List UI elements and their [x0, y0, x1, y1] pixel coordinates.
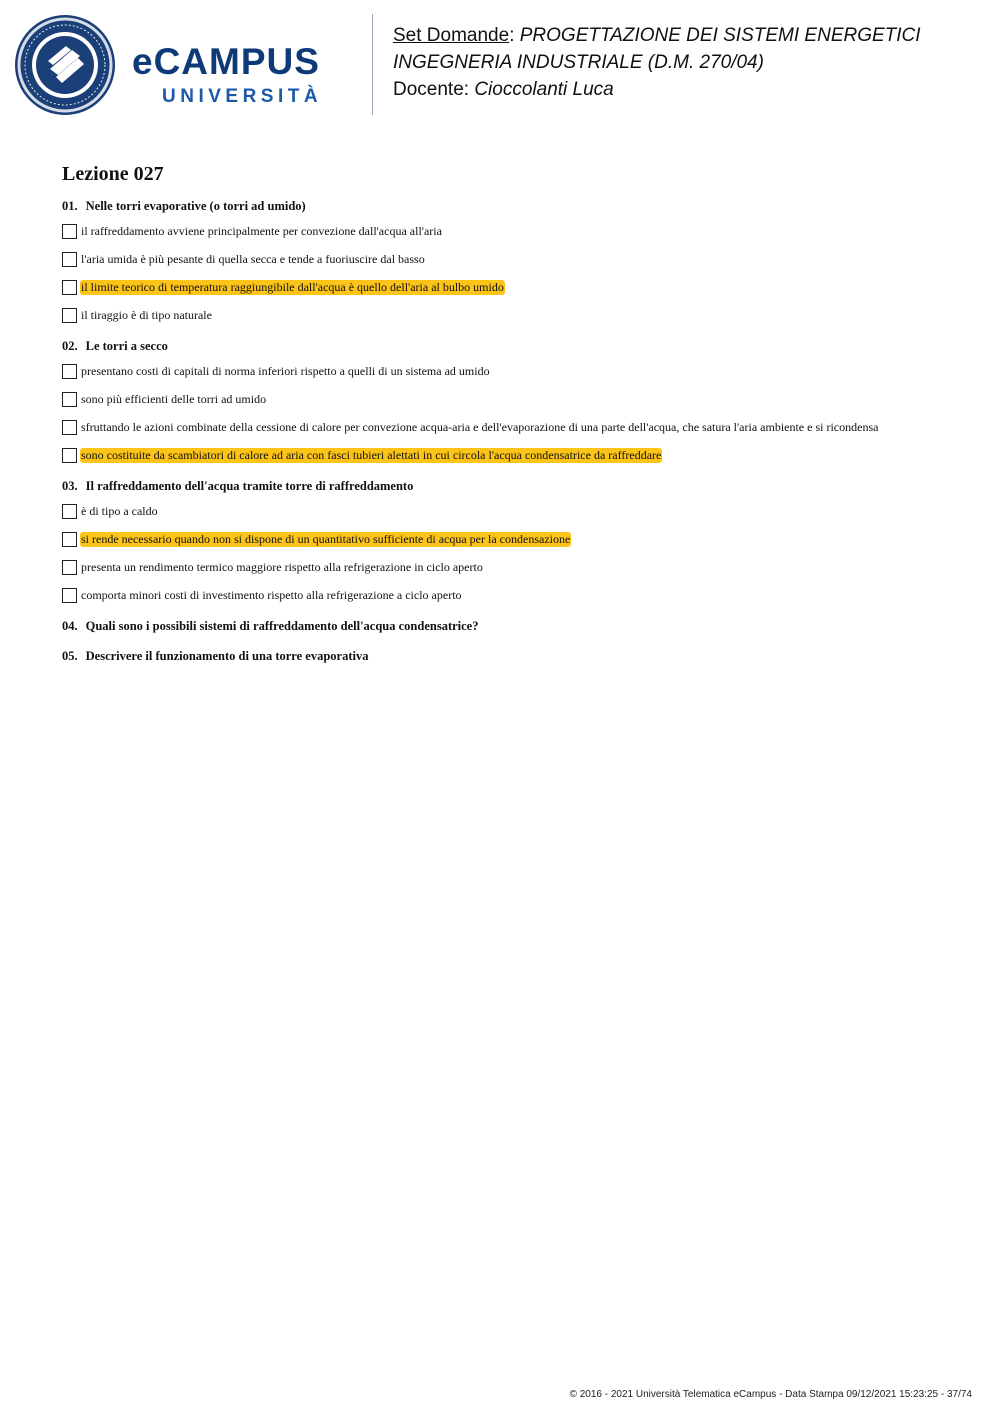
answer-checkbox[interactable]	[62, 420, 77, 435]
answer-option[interactable]	[62, 223, 962, 240]
answer-checkbox[interactable]	[62, 308, 77, 323]
lesson-title: Lezione 027	[62, 163, 164, 185]
header-info	[393, 22, 993, 103]
question-number: 03.	[62, 479, 78, 493]
answer-option[interactable]	[62, 363, 962, 380]
question-text: Le torri a secco	[85, 339, 168, 353]
degree-title: INGEGNERIA INDUSTRIALE (D.M. 270/04)	[393, 52, 764, 73]
answer-checkbox[interactable]	[62, 392, 77, 407]
answer-option[interactable]	[62, 419, 962, 436]
question-title	[62, 618, 962, 634]
answer-text: sono più efficienti delle torri ad umido	[81, 392, 267, 406]
question-05	[62, 648, 962, 664]
answer-text: è di tipo a caldo	[81, 504, 158, 518]
question-title	[62, 198, 962, 214]
answer-text: il raffreddamento avviene principalmente per convezione dall'acqua all'aria	[81, 224, 442, 238]
brand-name: eCAMPUS	[132, 41, 320, 82]
ecampus-seal-logo	[14, 14, 116, 116]
answer-option[interactable]	[62, 587, 962, 604]
page-header	[0, 0, 1000, 130]
answer-option[interactable]	[62, 559, 962, 576]
answer-checkbox[interactable]	[62, 448, 77, 463]
course-title: PROGETTAZIONE DEI SISTEMI ENERGETICI	[519, 25, 921, 46]
answer-text: comporta minori costi di investimento rispetto alla refrigerazione a ciclo aperto	[81, 588, 462, 602]
question-text: Quali sono i possibili sistemi di raffreddamento dell'acqua condensatrice?	[85, 619, 479, 633]
answer-option[interactable]	[62, 251, 962, 268]
answer-checkbox[interactable]	[62, 532, 77, 547]
question-title	[62, 338, 962, 354]
answer-text: il tiraggio è di tipo naturale	[81, 308, 212, 322]
answer-checkbox[interactable]	[62, 504, 77, 519]
question-text: Descrivere il funzionamento di una torre evaporativa	[85, 649, 369, 663]
answer-option-correct[interactable]	[62, 447, 962, 464]
question-04	[62, 618, 962, 634]
docente-name: Cioccolanti Luca	[474, 79, 614, 100]
answer-option[interactable]	[62, 391, 962, 408]
question-number: 01.	[62, 199, 78, 213]
brand-subtitle: UNIVERSITÀ	[162, 86, 323, 107]
answer-option-correct[interactable]	[62, 531, 962, 548]
question-text: Nelle torri evaporative (o torri ad umido)	[85, 199, 306, 213]
answer-checkbox[interactable]	[62, 224, 77, 239]
docente-label: Docente:	[393, 79, 470, 100]
question-number: 05.	[62, 649, 78, 663]
answer-option[interactable]	[62, 503, 962, 520]
question-number: 04.	[62, 619, 78, 633]
question-03	[62, 478, 962, 604]
answer-checkbox[interactable]	[62, 280, 77, 295]
question-01	[62, 198, 962, 324]
answer-checkbox[interactable]	[62, 252, 77, 267]
answer-option[interactable]	[62, 307, 962, 324]
set-label: Set Domande	[393, 25, 510, 46]
answer-text-highlighted: il limite teorico di temperatura raggiungibile dall'acqua è quello dell'aria al bulbo umido	[81, 280, 504, 294]
question-number: 02.	[62, 339, 78, 353]
header-divider	[372, 14, 373, 115]
answer-text: sfruttando le azioni combinate della cessione di calore per convezione acqua-aria e dell'evaporazione di una parte dell'acqua, che satura l'aria ambiente e si ricondensa	[81, 420, 879, 434]
answer-text: l'aria umida è più pesante di quella secca e tende a fuoriuscire dal basso	[81, 252, 425, 266]
answer-checkbox[interactable]	[62, 560, 77, 575]
set-colon: :	[509, 25, 515, 46]
page-footer: © 2016 - 2021 Università Telematica eCampus - Data Stampa 09/12/2021 15:23:25 - 37/74	[569, 1389, 972, 1400]
answer-text: presentano costi di capitali di norma inferiori rispetto a quelli di un sistema ad umido	[81, 364, 490, 378]
question-set	[62, 162, 962, 678]
answer-text: presenta un rendimento termico maggiore rispetto alla refrigerazione in ciclo aperto	[81, 560, 483, 574]
ecampus-wordmark-logo	[132, 42, 356, 112]
answer-checkbox[interactable]	[62, 364, 77, 379]
answer-checkbox[interactable]	[62, 588, 77, 603]
question-title	[62, 648, 962, 664]
answer-text-highlighted: sono costituite da scambiatori di calore ad aria con fasci tubieri alettati in cui circola l'acqua condensatrice da raffreddare	[81, 448, 662, 462]
answer-text-highlighted: si rende necessario quando non si dispone di un quantitativo sufficiente di acqua per la condensazione	[81, 532, 571, 546]
question-02	[62, 338, 962, 464]
question-title	[62, 478, 962, 494]
answer-option-correct[interactable]	[62, 279, 962, 296]
question-text: Il raffreddamento dell'acqua tramite torre di raffreddamento	[85, 479, 414, 493]
